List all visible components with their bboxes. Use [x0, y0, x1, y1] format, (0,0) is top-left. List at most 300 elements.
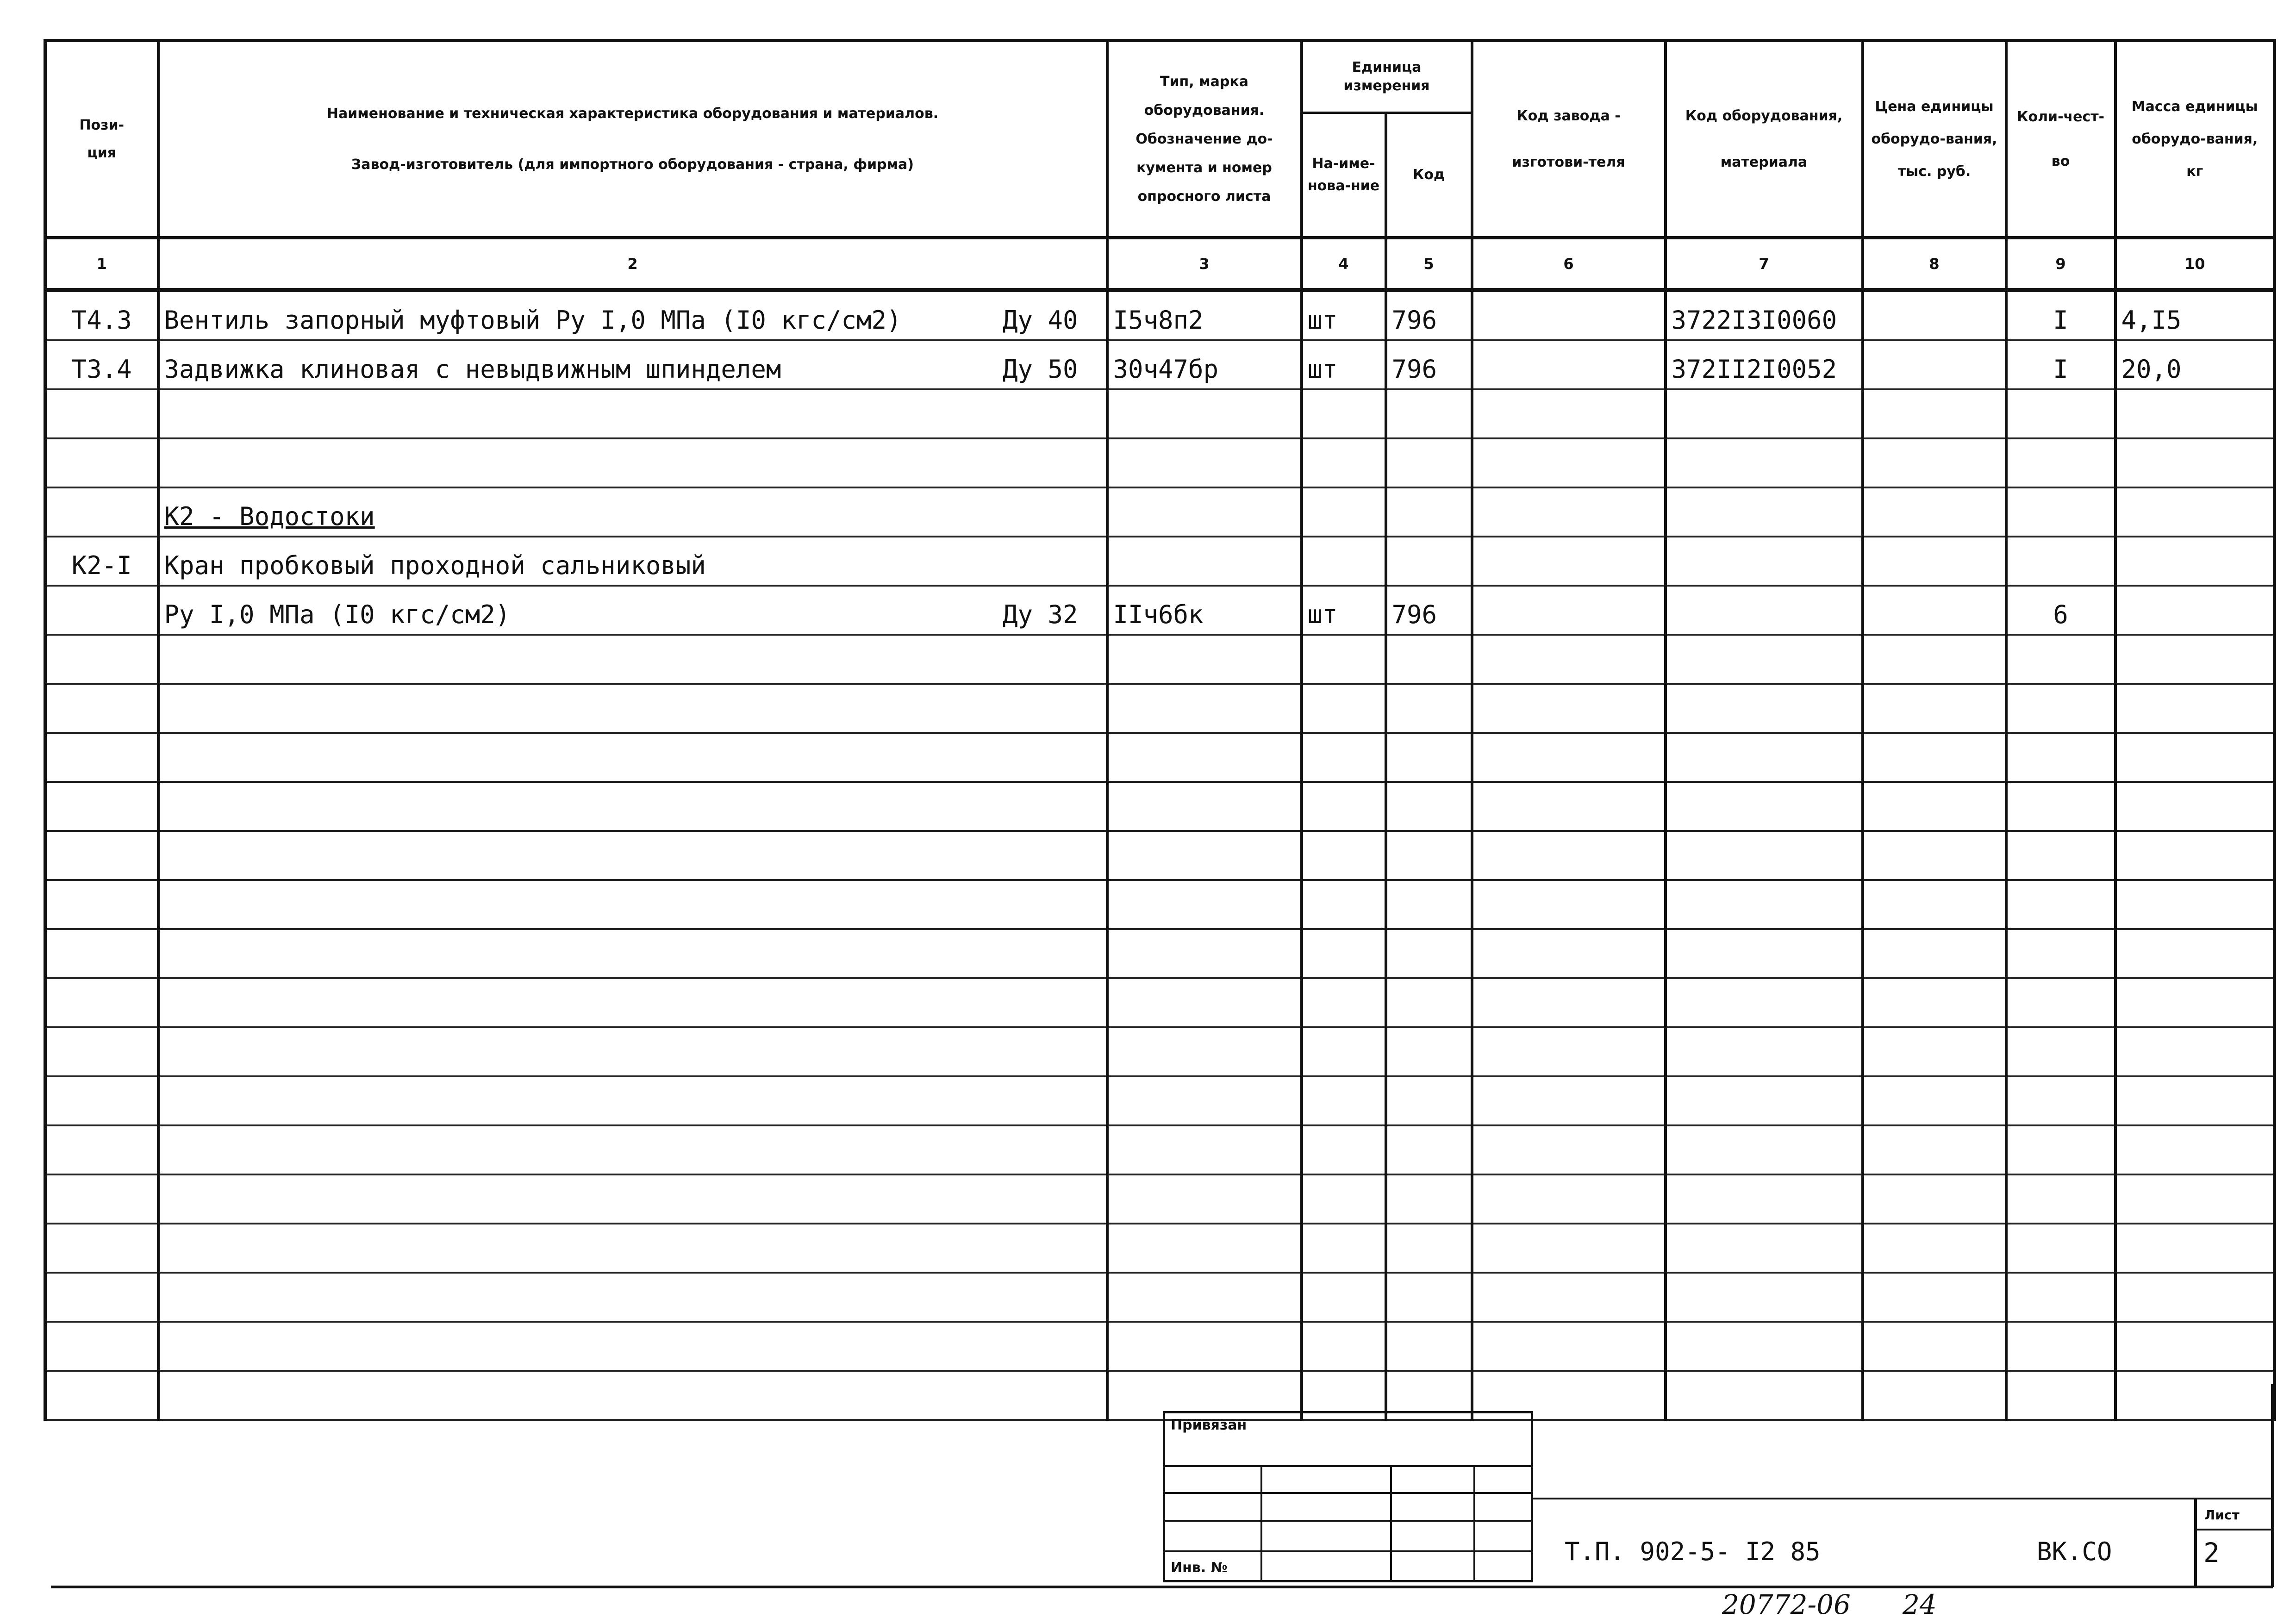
empty-row — [45, 1027, 2275, 1076]
name-cell — [158, 290, 1107, 341]
inventory-label: Инв. № — [1171, 1560, 1228, 1576]
empty-cell — [1863, 929, 2006, 978]
empty-cell — [158, 684, 1107, 733]
empty-cell — [158, 733, 1107, 782]
empty-cell — [1386, 1273, 1472, 1322]
empty-cell — [1302, 929, 1386, 978]
item-name: К2 - Водостоки — [164, 502, 375, 531]
unit-code-cell: 796 — [1386, 586, 1472, 635]
empty-cell — [158, 1076, 1107, 1125]
empty-cell — [1863, 1273, 2006, 1322]
table-row — [45, 290, 2275, 341]
empty-cell — [1302, 978, 1386, 1027]
empty-row — [45, 1371, 2275, 1420]
empty-cell — [1107, 1322, 1302, 1371]
factory-code-cell — [1472, 487, 1666, 537]
empty-cell — [1666, 1273, 1863, 1322]
price-cell — [1863, 586, 2006, 635]
empty-cell — [1666, 1224, 1863, 1273]
sheet-label: Лист — [2204, 1507, 2240, 1523]
column-number: 2 — [158, 238, 1107, 290]
empty-cell — [1302, 782, 1386, 831]
header-name: Наименование и техническая характеристика оборудования и материалов. Завод-изготовитель (для импортного оборудования - страна, фирма) — [158, 41, 1107, 238]
column-number: 9 — [2006, 238, 2115, 290]
empty-cell — [1302, 1322, 1386, 1371]
empty-cell — [1302, 1125, 1386, 1174]
column-number: 4 — [1302, 238, 1386, 290]
empty-cell — [1386, 684, 1472, 733]
empty-cell — [45, 978, 158, 1027]
table-row — [45, 487, 2275, 537]
column-number: 10 — [2115, 238, 2275, 290]
empty-cell — [158, 1371, 1107, 1420]
empty-cell — [1302, 1273, 1386, 1322]
empty-cell — [45, 1027, 158, 1076]
empty-cell — [2115, 1273, 2275, 1322]
type-cell — [1107, 389, 1302, 438]
empty-cell — [2006, 1125, 2115, 1174]
empty-cell — [1666, 1076, 1863, 1125]
empty-cell — [158, 635, 1107, 684]
empty-cell — [158, 1174, 1107, 1224]
name-cell — [158, 340, 1107, 389]
sheet-cell-divider — [2194, 1498, 2197, 1586]
empty-cell — [45, 1224, 158, 1273]
empty-cell — [1863, 1027, 2006, 1076]
position-cell: К2-I — [45, 537, 158, 586]
unit-name-cell: шт — [1302, 290, 1386, 341]
empty-cell — [1666, 1322, 1863, 1371]
empty-row — [45, 831, 2275, 880]
empty-cell — [2115, 831, 2275, 880]
type-cell — [1107, 438, 1302, 487]
empty-row — [45, 1174, 2275, 1224]
empty-cell — [1666, 831, 1863, 880]
empty-cell — [1472, 1273, 1666, 1322]
price-cell — [1863, 438, 2006, 487]
name-cell — [158, 586, 1107, 635]
table-row — [45, 340, 2275, 389]
position-cell: Т4.3 — [45, 290, 158, 341]
material-code-cell: 3722I3I0060 — [1666, 290, 1863, 341]
position-cell — [45, 487, 158, 537]
table-row — [45, 389, 2275, 438]
stamp-line — [1165, 1465, 1531, 1467]
empty-cell — [1302, 635, 1386, 684]
unit-code-cell — [1386, 438, 1472, 487]
empty-cell — [1863, 733, 2006, 782]
material-code-cell — [1666, 487, 1863, 537]
empty-cell — [1666, 684, 1863, 733]
position-cell — [45, 586, 158, 635]
empty-cell — [45, 1174, 158, 1224]
empty-cell — [1472, 1125, 1666, 1174]
empty-cell — [1863, 1371, 2006, 1420]
position-cell — [45, 389, 158, 438]
empty-cell — [1107, 831, 1302, 880]
empty-cell — [45, 1125, 158, 1174]
nominal-diameter: Ду 32 — [1002, 600, 1078, 629]
factory-code-cell — [1472, 290, 1666, 341]
empty-cell — [45, 635, 158, 684]
empty-row — [45, 1076, 2275, 1125]
name-cell — [158, 487, 1107, 537]
empty-cell — [2006, 880, 2115, 929]
empty-cell — [2006, 929, 2115, 978]
empty-cell — [2115, 782, 2275, 831]
empty-cell — [1863, 978, 2006, 1027]
empty-cell — [1386, 782, 1472, 831]
empty-cell — [45, 1273, 158, 1322]
stamp-divider — [1390, 1465, 1392, 1581]
empty-cell — [45, 1371, 158, 1420]
stamp-divider — [1260, 1465, 1262, 1581]
document-designation: Т.П. 902-5- I2 85 — [1565, 1537, 1821, 1566]
empty-cell — [2115, 1322, 2275, 1371]
price-cell — [1863, 389, 2006, 438]
empty-cell — [45, 831, 158, 880]
empty-cell — [1472, 1076, 1666, 1125]
empty-cell — [1666, 1371, 1863, 1420]
empty-cell — [1386, 1322, 1472, 1371]
empty-cell — [2006, 1273, 2115, 1322]
empty-cell — [1863, 684, 2006, 733]
title-block-top-line — [1533, 1498, 2273, 1499]
empty-cell — [2115, 1076, 2275, 1125]
item-name: Задвижка клиновая с невыдвижным шпинделем — [164, 355, 781, 384]
empty-cell — [1107, 1224, 1302, 1273]
empty-cell — [1107, 1125, 1302, 1174]
handwritten-number: 20772-06 — [1722, 1589, 1851, 1620]
empty-cell — [1302, 1027, 1386, 1076]
empty-row — [45, 684, 2275, 733]
mass-cell — [2115, 389, 2275, 438]
header-position: Пози- ция — [45, 41, 158, 238]
unit-code-cell: 796 — [1386, 340, 1472, 389]
empty-row — [45, 1224, 2275, 1273]
empty-cell — [158, 1224, 1107, 1273]
price-cell — [1863, 290, 2006, 341]
frame-right-line — [2271, 1384, 2274, 1587]
empty-cell — [1107, 733, 1302, 782]
empty-cell — [1666, 1125, 1863, 1174]
factory-code-cell — [1472, 340, 1666, 389]
empty-cell — [2115, 1371, 2275, 1420]
frame-bottom-line — [51, 1586, 2273, 1588]
material-code-cell — [1666, 438, 1863, 487]
mass-cell — [2115, 487, 2275, 537]
quantity-cell: I — [2006, 290, 2115, 341]
quantity-cell — [2006, 438, 2115, 487]
column-number: 6 — [1472, 238, 1666, 290]
empty-cell — [158, 1125, 1107, 1174]
empty-cell — [1472, 880, 1666, 929]
empty-cell — [1107, 929, 1302, 978]
quantity-cell — [2006, 389, 2115, 438]
empty-cell — [2115, 684, 2275, 733]
material-code-cell — [1666, 389, 1863, 438]
empty-cell — [2115, 1224, 2275, 1273]
empty-cell — [1107, 635, 1302, 684]
item-name: Кран пробковый проходной сальниковый — [164, 551, 706, 580]
bound-label: Привязан — [1171, 1417, 1247, 1433]
empty-cell — [1863, 831, 2006, 880]
empty-cell — [1863, 1076, 2006, 1125]
empty-cell — [158, 782, 1107, 831]
empty-cell — [2115, 880, 2275, 929]
empty-cell — [158, 1273, 1107, 1322]
type-cell: I5ч8п2 — [1107, 290, 1302, 341]
unit-code-cell: 796 — [1386, 290, 1472, 341]
name-cell — [158, 389, 1107, 438]
quantity-cell: I — [2006, 340, 2115, 389]
empty-cell — [1386, 1174, 1472, 1224]
empty-row — [45, 978, 2275, 1027]
item-name: Вентиль запорный муфтовый Ру I,0 МПа (I0 кгс/см2) — [164, 306, 902, 335]
empty-cell — [1472, 1174, 1666, 1224]
header-quantity: Коли-чест-во — [2006, 41, 2115, 238]
empty-row — [45, 880, 2275, 929]
empty-cell — [1302, 1076, 1386, 1125]
header-unit-code: Код — [1386, 113, 1472, 238]
empty-cell — [1863, 635, 2006, 684]
empty-cell — [45, 1322, 158, 1371]
header-mass: Масса единицы оборудо-вания, кг — [2115, 41, 2275, 238]
column-number: 7 — [1666, 238, 1863, 290]
empty-cell — [1863, 1125, 2006, 1174]
empty-cell — [1386, 635, 1472, 684]
empty-cell — [2006, 1224, 2115, 1273]
material-code-cell: 372II2I0052 — [1666, 340, 1863, 389]
quantity-cell: 6 — [2006, 586, 2115, 635]
empty-cell — [1863, 782, 2006, 831]
stamp-line — [1165, 1492, 1531, 1494]
empty-cell — [45, 733, 158, 782]
factory-code-cell — [1472, 438, 1666, 487]
empty-row — [45, 1322, 2275, 1371]
empty-cell — [1386, 733, 1472, 782]
unit-code-cell — [1386, 487, 1472, 537]
empty-cell — [1472, 635, 1666, 684]
factory-code-cell — [1472, 586, 1666, 635]
empty-cell — [2115, 1125, 2275, 1174]
unit-name-cell — [1302, 537, 1386, 586]
column-number-row — [45, 238, 2275, 290]
header-price: Цена единицы оборудо-вания, тыс. руб. — [1863, 41, 2006, 238]
empty-cell — [2006, 635, 2115, 684]
type-cell: 30ч47бр — [1107, 340, 1302, 389]
nominal-diameter: Ду 50 — [1002, 355, 1078, 384]
empty-cell — [1107, 1027, 1302, 1076]
empty-cell — [1386, 1224, 1472, 1273]
empty-cell — [158, 880, 1107, 929]
empty-cell — [2006, 1076, 2115, 1125]
sheet-number: 2 — [2203, 1537, 2220, 1568]
unit-code-cell — [1386, 537, 1472, 586]
empty-cell — [158, 1027, 1107, 1076]
empty-row — [45, 1273, 2275, 1322]
empty-cell — [1666, 978, 1863, 1027]
item-name: Ру I,0 МПа (I0 кгс/см2) — [164, 600, 511, 629]
empty-cell — [45, 684, 158, 733]
empty-cell — [1302, 880, 1386, 929]
mass-cell: 4,I5 — [2115, 290, 2275, 341]
empty-row — [45, 1125, 2275, 1174]
column-number: 3 — [1107, 238, 1302, 290]
empty-cell — [2006, 831, 2115, 880]
header-unit-group: Единица измерения — [1302, 41, 1472, 113]
mass-cell — [2115, 438, 2275, 487]
empty-cell — [158, 978, 1107, 1027]
empty-cell — [2115, 929, 2275, 978]
empty-cell — [1666, 880, 1863, 929]
empty-cell — [1666, 1027, 1863, 1076]
empty-cell — [2115, 635, 2275, 684]
empty-cell — [2006, 782, 2115, 831]
empty-cell — [45, 929, 158, 978]
unit-name-cell — [1302, 487, 1386, 537]
empty-cell — [1107, 880, 1302, 929]
empty-cell — [1863, 1174, 2006, 1224]
empty-cell — [1386, 1125, 1472, 1174]
empty-cell — [1386, 978, 1472, 1027]
empty-cell — [1472, 929, 1666, 978]
name-cell — [158, 537, 1107, 586]
empty-cell — [1472, 1322, 1666, 1371]
specification-table — [44, 39, 2276, 1421]
empty-cell — [1302, 1174, 1386, 1224]
empty-cell — [1666, 635, 1863, 684]
name-cell — [158, 438, 1107, 487]
factory-code-cell — [1472, 537, 1666, 586]
empty-cell — [2006, 1174, 2115, 1224]
column-number: 5 — [1386, 238, 1472, 290]
empty-cell — [1666, 1174, 1863, 1224]
header-factory-code: Код завода - изготови-теля — [1472, 41, 1666, 238]
empty-cell — [1386, 929, 1472, 978]
empty-cell — [2115, 733, 2275, 782]
empty-cell — [1472, 1027, 1666, 1076]
empty-cell — [1863, 1224, 2006, 1273]
empty-row — [45, 929, 2275, 978]
empty-cell — [45, 880, 158, 929]
empty-cell — [1666, 782, 1863, 831]
document-mark: ВК.СО — [2037, 1537, 2112, 1566]
price-cell — [1863, 340, 2006, 389]
column-number: 1 — [45, 238, 158, 290]
empty-cell — [2115, 1027, 2275, 1076]
sheet-cell-line — [2194, 1529, 2273, 1530]
stamp-divider — [1473, 1465, 1475, 1581]
table-row — [45, 537, 2275, 586]
table-row — [45, 586, 2275, 635]
empty-cell — [1472, 782, 1666, 831]
type-cell: IIч6бк — [1107, 586, 1302, 635]
stamp-line — [1165, 1520, 1531, 1522]
header-unit-name: На-име-нова-ние — [1302, 113, 1386, 238]
empty-cell — [1472, 684, 1666, 733]
empty-cell — [1107, 782, 1302, 831]
empty-cell — [2115, 978, 2275, 1027]
empty-cell — [1302, 1224, 1386, 1273]
empty-cell — [1386, 831, 1472, 880]
material-code-cell — [1666, 586, 1863, 635]
table-row — [45, 438, 2275, 487]
header-type: Тип, марка оборудования. Обозначение до-кумента и номер опросного листа — [1107, 41, 1302, 238]
empty-cell — [2006, 1371, 2115, 1420]
column-number: 8 — [1863, 238, 2006, 290]
empty-cell — [2006, 1027, 2115, 1076]
price-cell — [1863, 537, 2006, 586]
empty-cell — [1472, 831, 1666, 880]
quantity-cell — [2006, 537, 2115, 586]
stamp-line — [1165, 1550, 1531, 1552]
empty-cell — [1863, 1322, 2006, 1371]
empty-cell — [2115, 1174, 2275, 1224]
empty-cell — [1107, 1273, 1302, 1322]
unit-code-cell — [1386, 389, 1472, 438]
empty-cell — [1472, 1224, 1666, 1273]
quantity-cell — [2006, 487, 2115, 537]
binding-stamp — [1163, 1411, 1533, 1582]
empty-row — [45, 635, 2275, 684]
empty-cell — [1386, 1076, 1472, 1125]
price-cell — [1863, 487, 2006, 537]
empty-cell — [1386, 1027, 1472, 1076]
unit-name-cell: шт — [1302, 340, 1386, 389]
empty-cell — [1666, 733, 1863, 782]
empty-cell — [45, 782, 158, 831]
empty-cell — [2006, 684, 2115, 733]
empty-cell — [45, 1076, 158, 1125]
empty-cell — [2006, 978, 2115, 1027]
mass-cell — [2115, 537, 2275, 586]
empty-cell — [2006, 733, 2115, 782]
handwritten-extra: 24 — [1903, 1589, 1937, 1620]
factory-code-cell — [1472, 389, 1666, 438]
empty-cell — [1302, 733, 1386, 782]
empty-row — [45, 733, 2275, 782]
empty-cell — [1302, 831, 1386, 880]
empty-row — [45, 782, 2275, 831]
header-material-code: Код оборудования, материала — [1666, 41, 1863, 238]
empty-cell — [1107, 684, 1302, 733]
empty-cell — [158, 929, 1107, 978]
empty-cell — [1386, 880, 1472, 929]
material-code-cell — [1666, 537, 1863, 586]
nominal-diameter: Ду 40 — [1002, 306, 1078, 335]
unit-name-cell — [1302, 389, 1386, 438]
empty-cell — [158, 1322, 1107, 1371]
empty-cell — [1472, 978, 1666, 1027]
empty-cell — [1107, 1174, 1302, 1224]
empty-cell — [1107, 1076, 1302, 1125]
empty-cell — [1863, 880, 2006, 929]
unit-name-cell — [1302, 438, 1386, 487]
position-cell: Т3.4 — [45, 340, 158, 389]
empty-cell — [1302, 684, 1386, 733]
empty-cell — [2006, 1322, 2115, 1371]
unit-name-cell: шт — [1302, 586, 1386, 635]
mass-cell: 20,0 — [2115, 340, 2275, 389]
empty-cell — [158, 831, 1107, 880]
type-cell — [1107, 487, 1302, 537]
empty-cell — [1107, 978, 1302, 1027]
type-cell — [1107, 537, 1302, 586]
mass-cell — [2115, 586, 2275, 635]
empty-cell — [1472, 733, 1666, 782]
empty-cell — [1666, 929, 1863, 978]
